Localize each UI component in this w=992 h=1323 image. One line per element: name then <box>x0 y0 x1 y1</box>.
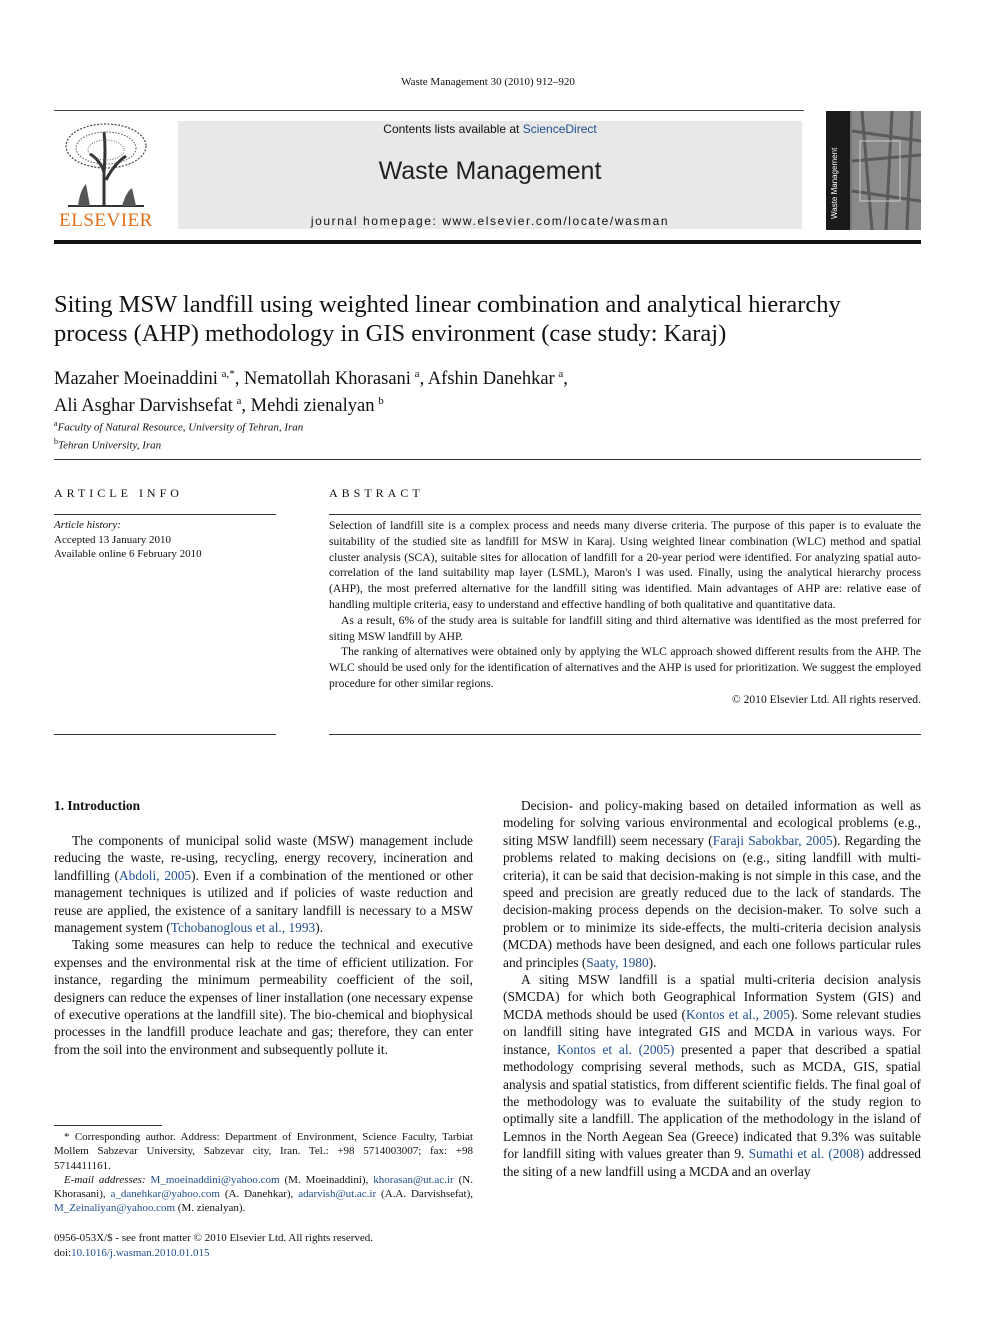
abstract-bottom-rule <box>329 734 921 735</box>
affiliation <box>54 435 754 453</box>
text-run: A siting MSW landfill is a spatial multi-criteria decision analysis (SMCDA) for which both Geographical Information System (GIS) and MCDA methods should be used ( <box>503 972 921 1022</box>
author-sep: , <box>563 369 568 390</box>
front-matter <box>54 1231 554 1260</box>
email-link[interactable]: a_danehkar@yahoo.com <box>110 1188 220 1201</box>
email-link[interactable]: adarvish@ut.ac.ir <box>298 1188 377 1201</box>
text-run: presented a paper that described a spatial methodology comprising several methods, such as MCDA, GIS, spatial analysis and spatial statistics, from different scientific fields. The final goal of the methodology was to evaluate the suitability of the study region to optimally site a landfill. The application of the methodology in the island of Lemnos in the North Aegean Sea (Greece) indicated that 9.3% was suitable for landfill siting with values greater than 9. <box>503 1041 921 1162</box>
title-rule <box>54 459 921 460</box>
author-list <box>54 363 914 417</box>
sciencedirect-link[interactable]: ScienceDirect <box>522 122 597 136</box>
author-sep: , <box>234 369 244 390</box>
email-link[interactable]: M_moeinaddini@yahoo.com <box>150 1173 280 1186</box>
author-sup[interactable]: a,* <box>221 368 235 380</box>
cover-title: Waste Management <box>830 147 839 219</box>
issn-line: 0956-053X/$ - see front matter © 2010 Elsevier Ltd. All rights reserved. <box>54 1232 374 1244</box>
affiliation-text: Tehran University, Iran <box>58 439 162 452</box>
email-owner: (A.A. Darvishsefat), <box>376 1188 473 1201</box>
journal-citation: Waste Management 30 (2010) 912–920 <box>401 76 575 88</box>
cover-art-icon <box>852 111 921 230</box>
body-paragraph <box>503 797 921 971</box>
online-date: Available online 6 February 2010 <box>54 548 202 560</box>
citation-link[interactable]: Kontos et al. (2005) <box>557 1041 675 1057</box>
footnotes <box>54 1130 473 1216</box>
affiliation <box>54 417 754 435</box>
abstract-paragraph: Selection of landfill site is a complex process and needs many diverse criteria. The purpose of this paper is to evaluate the suitability of the studied site as landfill for MSW in Karaj. Using weighted linear combination (WLC) method and spatial cluster analysis (SCA), suitable sites for allocation of landfill for a 20-year period were identified. For analyzing spatial auto-correlation of the land suitability map layer (LSML), Maron's I was used. Finally, using the analytical hierarchy process (AHP), the most preferred alternative for the landfill siting was identified. Main advantages of AHP are: relative ease of handling multiple criteria, easy to understand and effective handling of both qualitative and quantitative data. <box>329 519 921 611</box>
article-title: Siting MSW landfill using weighted linear combination and analytical hierarchy process (AHP) methodology in GIS environment (case study: Karaj) <box>54 291 841 347</box>
body-paragraph <box>54 832 473 936</box>
journal-title: Waste Management <box>378 157 602 185</box>
email-label: E-mail addresses: <box>64 1173 146 1186</box>
contents-line <box>178 122 802 136</box>
author-name: Mazaher Moeinaddini <box>54 369 218 390</box>
text-run: ). Even if a combination of the mentioned or other management techniques is utilized and if policies of waste reduction and reuse are applied, the existence of a sanitary landfill is necessary to a MSW management system ( <box>54 867 474 936</box>
doi-line <box>54 1246 554 1261</box>
doi-prefix: doi: <box>54 1246 72 1259</box>
citation-link[interactable]: Kontos et al., 2005 <box>685 1006 790 1022</box>
author-name: Ali Asghar Darvishsefat <box>54 396 233 417</box>
author-sep: , <box>419 369 428 390</box>
affiliation-text: Faculty of Natural Resource, University of Tehran, Iran <box>57 421 304 434</box>
author-name: Afshin Danehkar <box>427 369 555 390</box>
author-sup[interactable]: a <box>236 395 242 408</box>
affiliation-sup: b <box>54 436 58 446</box>
author-sep: , <box>241 396 251 417</box>
abstract-copyright: © 2010 Elsevier Ltd. All rights reserved. <box>731 692 921 706</box>
header-thick-rule <box>54 240 921 244</box>
email-link[interactable]: khorasan@ut.ac.ir <box>373 1173 454 1186</box>
header-rule <box>54 110 804 111</box>
history-label: Article history: <box>54 519 121 531</box>
text-run: ). <box>315 920 324 936</box>
article-history <box>54 518 276 562</box>
journal-banner <box>178 121 802 229</box>
elsevier-logo[interactable] <box>54 120 158 232</box>
corresponding-author-note: * Corresponding author. Address: Department of Environment, Science Faculty, Tarbiat Mollem Sabzevar University, Sabzevar city, Iran. Tel.: +98 5714003007; fax: +98 5714411161. <box>54 1131 473 1172</box>
body-left-column <box>54 832 473 1058</box>
elsevier-tree-icon <box>60 120 152 208</box>
citation-link[interactable]: Tchobanoglous et al., 1993 <box>170 920 316 936</box>
body-paragraph <box>503 971 921 1180</box>
citation-link[interactable]: Faraji Sabokbar, 2005 <box>712 832 833 848</box>
abstract-heading: ABSTRACT <box>329 486 424 500</box>
accepted-date: Accepted 13 January 2010 <box>54 533 171 546</box>
elsevier-wordmark: ELSEVIER <box>59 210 153 231</box>
email-addresses <box>54 1173 473 1216</box>
author-sup[interactable]: a <box>558 368 564 380</box>
contents-prefix: Contents lists available at <box>383 122 523 136</box>
author-sup[interactable]: a <box>414 368 420 380</box>
abstract-text <box>329 518 921 708</box>
body-right-column <box>503 797 921 1180</box>
text-run: ). Regarding the problems related to making decisions on (e.g., siting landfill with multi-criteria), it can be said that decision-making is not simple in this case, and the speed and precision are greatly reduced due to the lack of standards. The decision-making process depends on the decision-maker. To solve such a problem or to minimize its side-effects, the multi-criteria decision analysis (MCDA) methods have been designed, and each one follows particular rules and principles ( <box>503 832 921 970</box>
author-sup[interactable]: b <box>378 395 384 408</box>
info-rule <box>54 514 276 515</box>
citation-link[interactable]: Saaty, 1980 <box>586 954 649 970</box>
section-heading: 1. Introduction <box>54 798 141 813</box>
email-owner: (N. Khorasani), <box>54 1173 474 1201</box>
abstract-paragraph: The ranking of alternatives were obtained only by applying the WLC approach showed different results from the AHP. The WLC should be used only for the identification of alternatives and the AHP is used for prioritization. We suggest the employed procedure for other similar regions. <box>329 645 921 690</box>
article-info-heading: ARTICLE INFO <box>54 486 183 500</box>
body-paragraph: Taking some measures can help to reduce the technical and executive expenses and the environmental risk at the time of efficient utilization. For instance, regarding the minimum permeability coefficient of the soil, designers can reduce the expenses of liner installation (one necessary expense of executive operations at the landfill site). The bio-chemical and biophysical processes in the landfill produce leachate and gas; therefore, they can enter from the soil into the environment and subsequently pollute it. <box>54 937 473 1057</box>
abstract-paragraph: As a result, 6% of the study area is suitable for landfill siting and third alternative was identified as the most preferred for siting MSW landfill by AHP. <box>329 613 921 643</box>
email-link[interactable]: M_Zeinaliyan@yahoo.com <box>54 1202 176 1215</box>
email-owner: (M. Moeinaddini), <box>279 1173 374 1186</box>
text-run: Decision- and policy-making based on detailed information as well as modeling for solving various environmental and ecological problems (e.g., siting MSW landfill) seem necessary ( <box>503 798 921 848</box>
text-run: ). <box>648 954 657 970</box>
affiliation-sup: a <box>54 419 58 428</box>
author-name: Nematollah Khorasani <box>243 369 411 390</box>
doi-link[interactable]: 10.1016/j.wasman.2010.01.015 <box>71 1246 210 1259</box>
journal-cover-image[interactable] <box>826 111 921 230</box>
citation-link[interactable]: Sumathi et al. (2008) <box>748 1146 865 1162</box>
text-run: The components of municipal solid waste (MSW) management include reducing the waste, re-using, recycling, energy recovery, incineration and landfilling ( <box>54 833 473 883</box>
email-owner: (M. zienalyan). <box>175 1202 246 1215</box>
email-owner: (A. Danehkar), <box>219 1188 299 1201</box>
footnote-rule <box>54 1125 162 1126</box>
abstract-rule <box>329 514 921 515</box>
text-run: addressed the siting of a new landfill using a MCDA and an overlay <box>503 1146 921 1179</box>
citation-link[interactable]: Abdoli, 2005 <box>119 867 192 883</box>
text-run: ). Some relevant studies on landfill siting have integrated GIS and MCDA in various ways. For instance, <box>503 1006 921 1057</box>
affiliations <box>54 417 754 452</box>
journal-homepage[interactable]: journal homepage: www.elsevier.com/locate/wasman <box>310 214 670 228</box>
info-bottom-rule <box>54 734 276 735</box>
author-name: Mehdi zienalyan <box>250 396 375 417</box>
